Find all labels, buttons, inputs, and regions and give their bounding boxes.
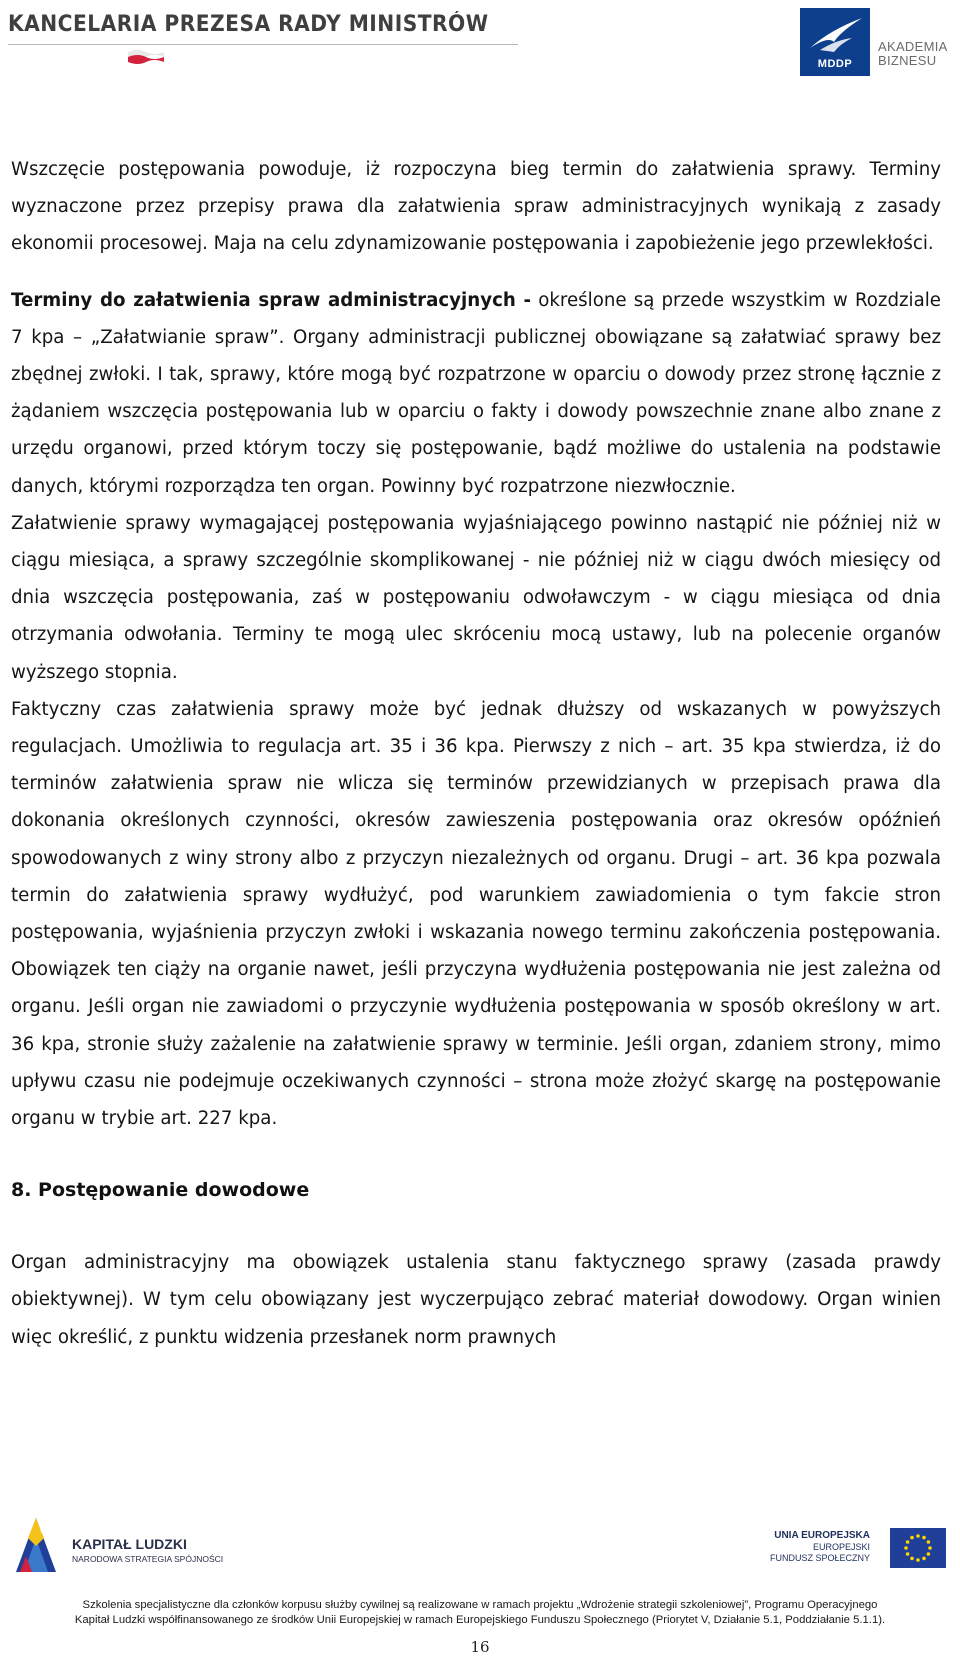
mddp-logo-label: MDDP	[817, 58, 853, 70]
kprm-logo-rule	[8, 44, 518, 45]
footer-note-line-2: Kapitał Ludzki współfinansowanego ze środków Unii Europejskiej w ramach Europejskiego Funduszu Społecznego (Priorytet V, Działanie 5.1, Poddziałanie 5.1.1).	[74, 1614, 886, 1626]
paragraph-5: Organ administracyjny ma obowiązek ustalenia stanu faktycznego sprawy (zasada prawdy obiektywnej). W tym celu obowiązany jest wyczerpująco zebrać materiał dowodowy. Organ winien więc określić, z punktu widzenia przesłanek norm prawnych	[11, 1252, 941, 1348]
page-header	[0, 0, 960, 80]
bird-icon	[800, 10, 870, 60]
footer-note-line-1: Szkolenia specjalistyczne dla członków korpusu służby cywilnej są realizowane w ramach projektu „Wdrożenie strategii szkoleniowej”, Programu Operacyjnego	[82, 1599, 878, 1611]
paragraph-4: Faktyczny czas załatwienia sprawy może być jednak dłuższy od wskazanych w powyższych regulacjach. Umożliwia to regulacja art. 35 i 36 kpa. Pierwszy z nich – art. 35 kpa stwierdza, iż do terminów załatwienia spraw nie wlicza się terminów przewidzianych w przepisach prawa dla dokonania określonych czynności, okresów zawieszenia postępowania oraz okresów opóźnień spowodowanych z winy strony albo z przyczyn niezależnych od organu. Drugi – art. 36 kpa pozwala termin do załatwienia sprawy wydłużyć, pod warunkiem zawiadomienia o tym fakcie stron postępowania, wyjaśnienia przyczyn zwłoki i wskazania nowego terminu zakończenia postępowania. Obowiązek ten ciąży na organie nawet, jeśli przyczyna wydłużenia postępowania nie jest zależna od organu. Jeśli organ nie zawiadomi o przyczynie wydłużenia postępowania w sposób określony w art. 36 kpa, stronie służy zażalenie na załatwienie sprawy w terminie. Jeśli organ, zdaniem strony, mimo upływu czasu nie podejmuje oczekiwanych czynności – strona może złożyć skargę na postępowanie organu w trybie art. 227 kpa.	[11, 698, 941, 1130]
paragraph-2-text: określone są przede wszystkim w Rozdziale 7 kpa – „Załatwianie spraw”. Organy administracji publicznej obowiązane są załatwiać sprawy bez zbędnej zwłoki. I tak, sprawy, które mogą być rozpatrzone w oparciu o dowody przez stronę łącznie z żądaniem wszczęcia postępowania lub w oparciu o fakty i dowody powszechnie znane albo znane z urzędu organowi, przed którym toczy się postępowanie, bądź możliwe do ustalenia na podstawie danych, którymi rozporządza ten organ. Powinny być rozpatrzone niezwłocznie.	[11, 289, 941, 497]
eu-line-3: FUNDUSZ SPOŁECZNY	[770, 1553, 871, 1563]
akademia-biznesu-logo	[878, 40, 948, 68]
kapital-ludzki-subtitle: NARODOWA STRATEGIA SPÓJNOŚCI	[72, 1554, 224, 1564]
kapital-ludzki-icon	[14, 1516, 58, 1574]
biznesu-line: BIZNESU	[878, 53, 937, 68]
paragraph-3: Załatwienie sprawy wymagającej postępowania wyjaśniającego powinno nastąpić nie później niż w ciągu miesiąca, a sprawy szczególnie skomplikowanej - nie później niż w ciągu dwóch miesięcy od dnia wszczęcia postępowania, zaś w postępowaniu odwoławczym - w ciągu miesiąca od dnia otrzymania odwołania. Terminy te mogą ulec skróceniu mocą ustawy, lub na polecenie organów wyższego stopnia.	[11, 512, 941, 683]
footer-note	[0, 1598, 960, 1628]
section-heading: 8. Postępowanie dowodowe	[11, 1179, 310, 1202]
akademia-line: AKADEMIA	[878, 39, 948, 54]
paragraph-2-bold-lead: Terminy do załatwienia spraw administracyjnych -	[11, 289, 532, 311]
eu-line-2: EUROPEJSKI	[812, 1542, 870, 1552]
page-number: 16	[470, 1638, 490, 1656]
eu-line-1: UNIA EUROPEJSKA	[774, 1530, 870, 1541]
kprm-logo-text: KANCELARIA PREZESA RADY MINISTRÓW	[8, 12, 489, 37]
mddp-logo	[800, 8, 870, 76]
kapital-ludzki-title: KAPITAŁ LUDZKI	[72, 1536, 187, 1552]
kprm-logo	[8, 12, 530, 37]
poland-flag-icon	[126, 48, 166, 64]
eu-logo-text	[770, 1530, 870, 1564]
document-body	[11, 151, 941, 1356]
eu-flag-icon	[890, 1528, 946, 1568]
page-footer	[0, 1500, 960, 1657]
paragraph-1: Wszczęcie postępowania powoduje, iż rozpoczyna bieg termin do załatwienia sprawy. Terminy wyznaczone przez przepisy prawa dla załatwienia spraw administracyjnych wynikają z zasady ekonomii procesowej. Maja na celu zdynamizowanie postępowania i zapobieżenie jego przewlekłości.	[11, 159, 941, 255]
paragraph-2	[11, 282, 941, 505]
